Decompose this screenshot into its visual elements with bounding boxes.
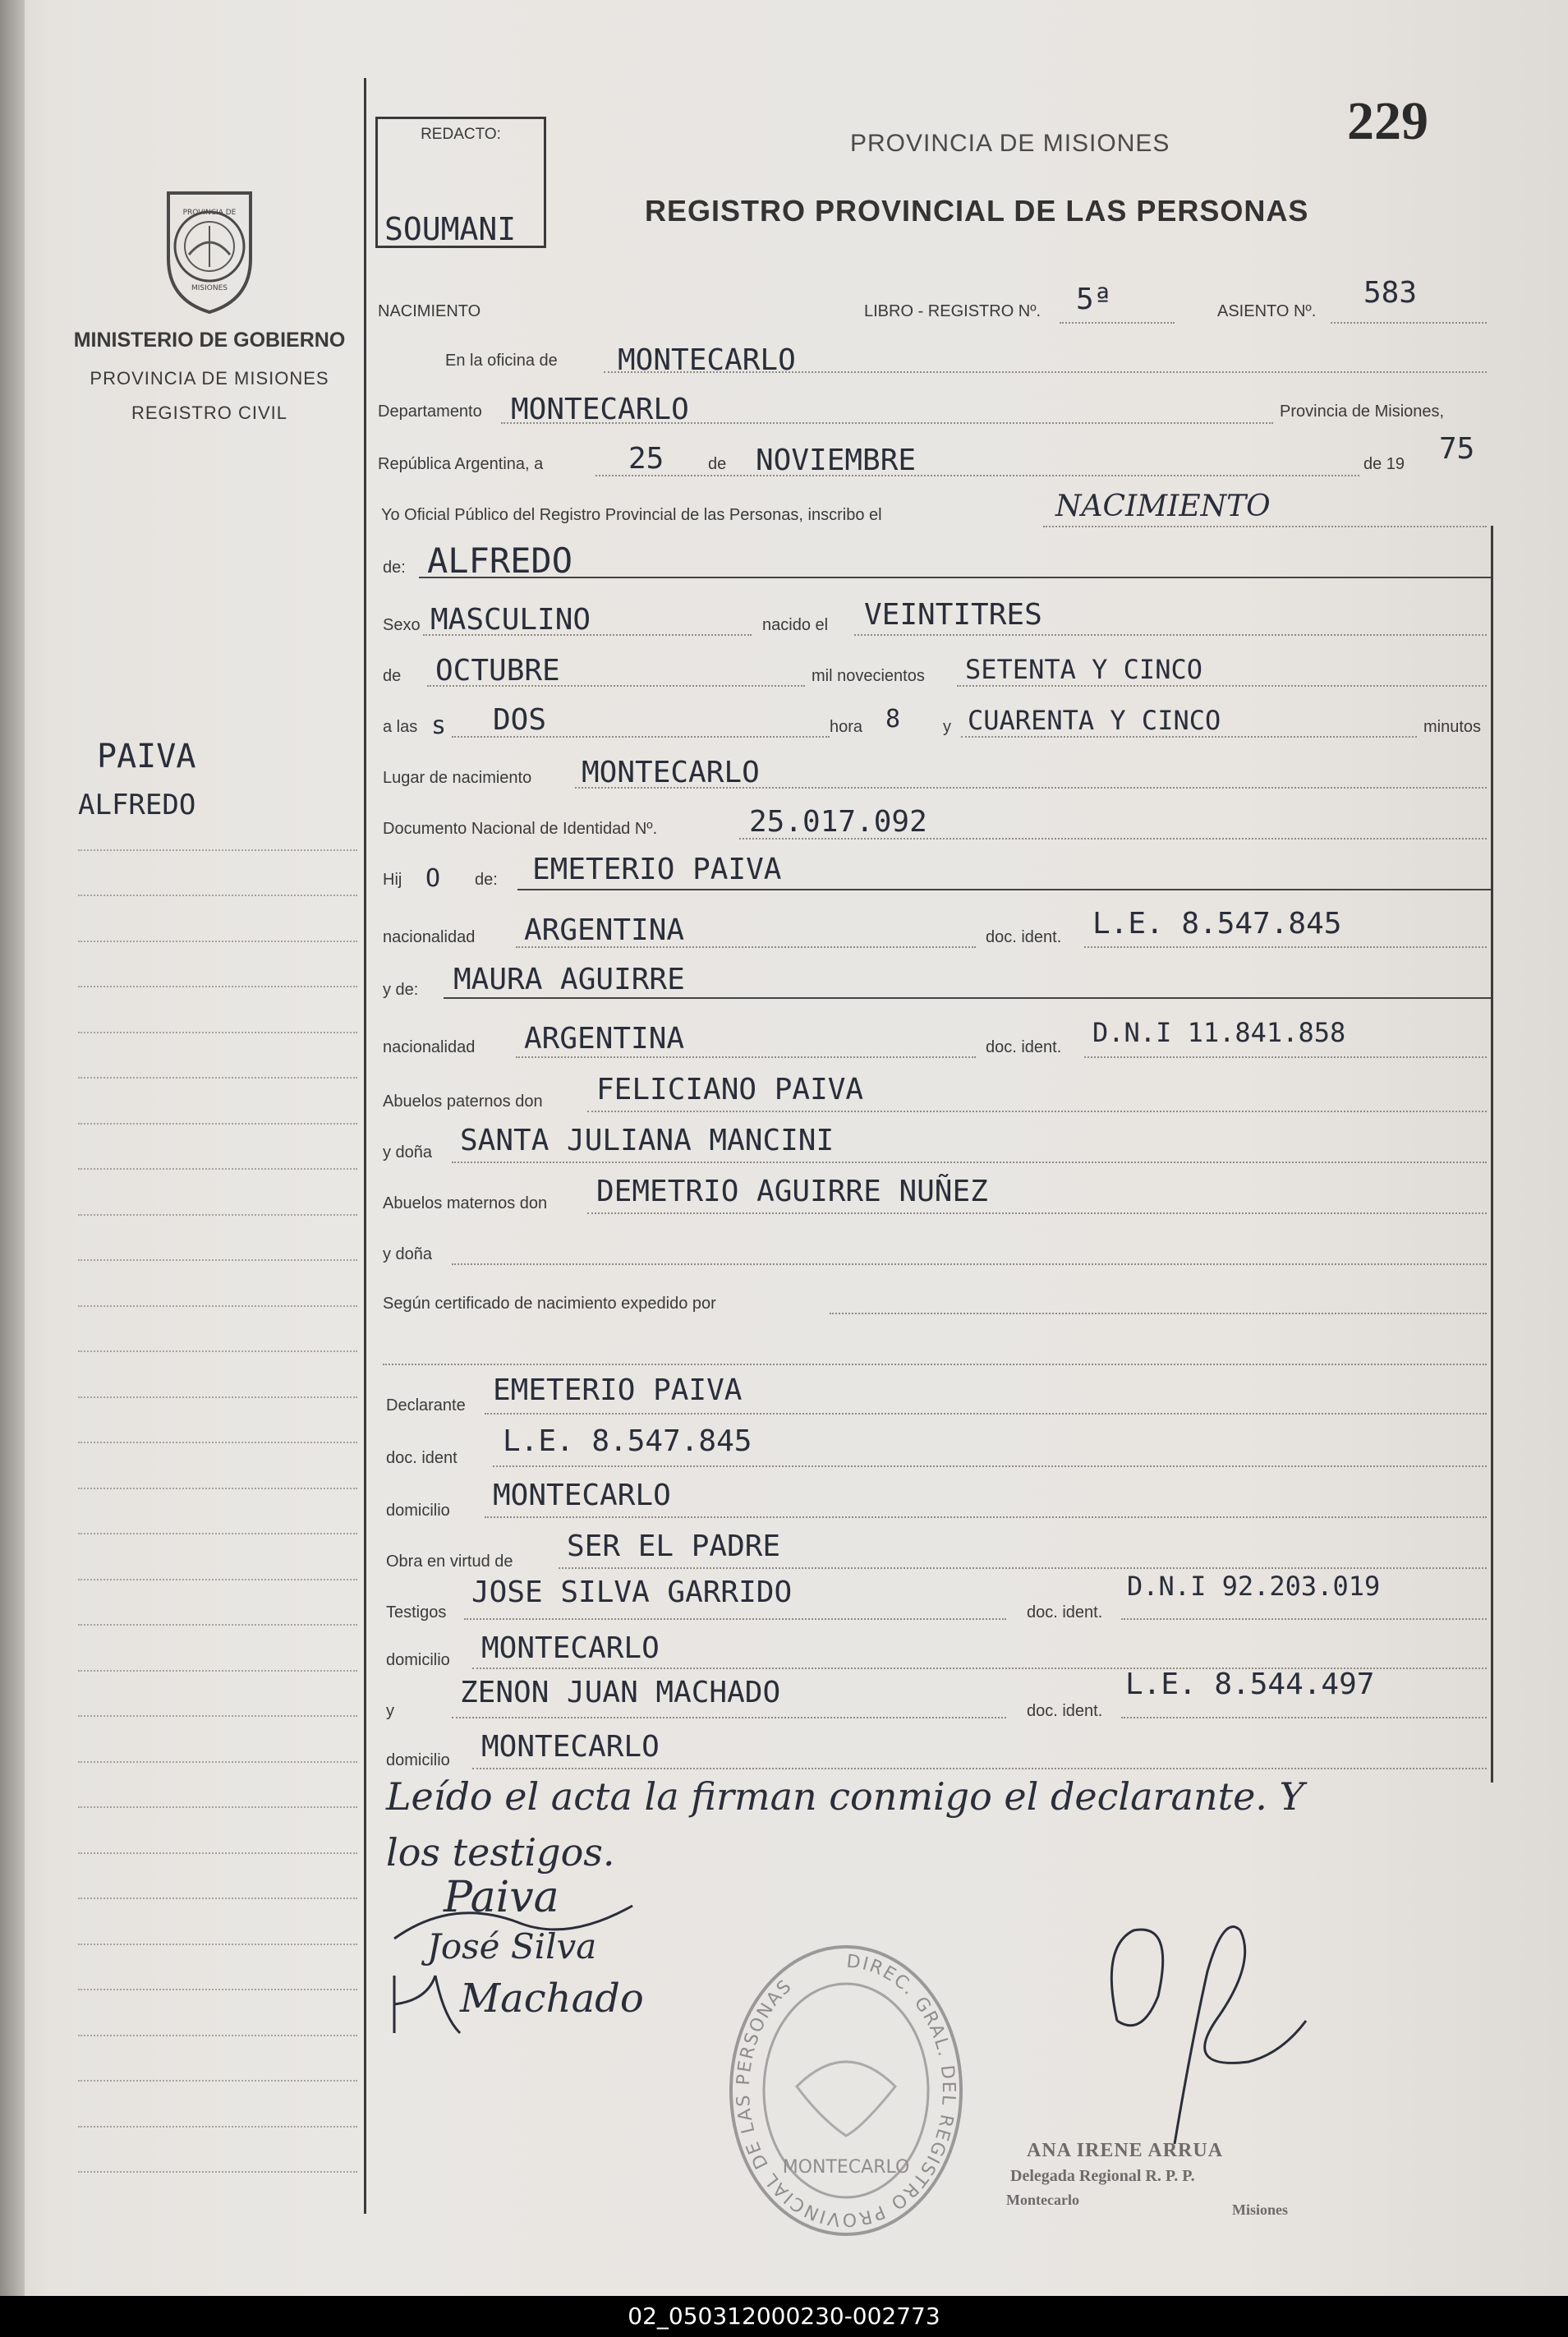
margin-surname: PAIVA: [97, 738, 196, 775]
de-mes-label: de: [383, 667, 402, 685]
docdecl-dots: [493, 1465, 1487, 1467]
declarante-value: EMETERIO PAIVA: [493, 1373, 743, 1407]
asiento-label: ASIENTO Nº.: [1217, 302, 1317, 320]
ministry-registry: REGISTRO CIVIL: [131, 403, 288, 423]
fecha-dots: [595, 475, 1359, 476]
departamento-value: MONTECARLO: [511, 393, 689, 426]
dom3-label: domicilio: [386, 1751, 450, 1769]
anio-value: 75: [1439, 432, 1475, 466]
registry-title: REGISTRO PROVINCIAL DE LAS PERSONAS: [645, 194, 1309, 228]
obra-label: Obra en virtud de: [386, 1553, 513, 1571]
hora-number: 8: [885, 705, 901, 734]
margin-given-name: ALFREDO: [78, 789, 196, 821]
provincia-label: Provincia de Misiones,: [1280, 403, 1445, 421]
redacto-label: REDACTO:: [421, 126, 501, 143]
nac1-label: nacionalidad: [383, 928, 476, 946]
dni-value: 25.017.092: [749, 805, 927, 839]
lugar-value: MONTECARLO: [582, 756, 760, 789]
ydona1-label: y doña: [383, 1143, 433, 1162]
hora-s: s: [431, 711, 447, 740]
horas-value: DOS: [493, 703, 547, 737]
form-left-border: [364, 78, 366, 2214]
mil-label: mil novecientos: [812, 667, 925, 685]
closing-line-2: los testigos.: [386, 1830, 615, 1875]
yde-label: y de:: [383, 981, 419, 999]
testigo2-value: ZENON JUAN MACHADO: [460, 1676, 781, 1709]
hijo-label: Hij: [383, 871, 402, 889]
ydona2-label: y doña: [383, 1245, 433, 1263]
mes-value: NOVIEMBRE: [756, 444, 917, 477]
abpat-dots: [587, 1111, 1487, 1112]
delegada-place-left: Montecarlo: [1006, 2192, 1079, 2208]
dom3-dots: [472, 1768, 1487, 1769]
nacido-label: nacido el: [762, 616, 829, 634]
nac-mes-value: OCTUBRE: [435, 654, 560, 688]
seal-text-bottom: MISIONES: [191, 284, 228, 292]
dom1-label: domicilio: [386, 1502, 450, 1520]
nac1-value: ARGENTINA: [524, 913, 685, 947]
signature-declarante: Paiva: [444, 1873, 559, 1922]
nacimiento-label: NACIMIENTO: [378, 302, 481, 320]
departamento-dots: [501, 422, 1273, 424]
segun-dots: [830, 1313, 1487, 1314]
oficina-dots: [604, 371, 1487, 373]
doc1-label: doc. ident.: [986, 928, 1062, 946]
oficina-label: En la oficina de: [445, 352, 558, 370]
book-spine: [0, 0, 25, 2296]
de19-label: de 19: [1363, 455, 1405, 473]
hijo-de-label: de:: [475, 871, 498, 889]
lugar-label: Lugar de nacimiento: [383, 769, 532, 787]
dom1-dots: [485, 1516, 1487, 1518]
stamp-ring-text: DIREC. GRAL. DEL REGISTRO PROVINCIAL DE LAS PERSONAS: [733, 1951, 959, 2230]
nac-mes-dots: [427, 685, 805, 687]
ministry-province: PROVINCIA DE MISIONES: [90, 368, 329, 389]
asiento-dots: [1331, 322, 1487, 324]
doct1-label: doc. ident.: [1027, 1603, 1103, 1622]
horas-dots: [452, 736, 830, 738]
signature-official: [1084, 1898, 1331, 2169]
doc1-value: L.E. 8.547.845: [1092, 907, 1342, 941]
signature-initial: [378, 1967, 468, 2041]
nacido-dots: [854, 634, 1487, 636]
madre-line: [444, 997, 1491, 999]
doct2-label: doc. ident.: [1027, 1702, 1103, 1720]
y-label: y: [943, 718, 951, 736]
ydona2-dots: [452, 1263, 1487, 1265]
testigo2-dots: [452, 1717, 1006, 1718]
delegada-place-right: Misiones: [1232, 2201, 1289, 2218]
nacido-value: VEINTITRES: [864, 598, 1042, 632]
y2-label: y: [386, 1702, 394, 1720]
segun-label: Según certificado de nacimiento expedido por: [383, 1295, 716, 1313]
sexo-dots: [423, 634, 752, 636]
sexo-value: MASCULINO: [430, 603, 591, 637]
republica-label: República Argentina, a: [378, 455, 544, 473]
docdecl-label: doc. ident: [386, 1449, 458, 1467]
padre-value: EMETERIO PAIVA: [532, 853, 782, 886]
svg-text:DIREC. GRAL. DEL REGISTRO PROV: [733, 1952, 959, 2230]
docdecl-value: L.E. 8.547.845: [503, 1424, 752, 1458]
doct2-dots: [1121, 1717, 1487, 1718]
doct1-dots: [1121, 1618, 1487, 1620]
doc2-label: doc. ident.: [986, 1038, 1062, 1056]
segun-dots-2: [383, 1364, 1487, 1365]
obra-dots: [559, 1567, 1487, 1569]
nac2-dots: [516, 1056, 976, 1058]
abmat-dots: [587, 1212, 1487, 1214]
oficial-label: Yo Oficial Público del Registro Provincial de las Personas, inscribo el: [381, 506, 882, 524]
nombre-line: [419, 577, 1491, 578]
doct1-value: D.N.I 92.203.019: [1127, 1571, 1381, 1602]
dom2-label: domicilio: [386, 1651, 450, 1669]
doc1-dots: [1084, 946, 1487, 948]
closing-line-1: Leído el acta la firman conmigo el declarante. Y: [386, 1774, 1304, 1819]
dni-dots: [739, 838, 1487, 840]
hijo-suffix: O: [425, 864, 441, 893]
minutos-label: minutos: [1423, 718, 1482, 736]
signature-testigo-2: Machado: [460, 1976, 644, 2022]
declarante-dots: [485, 1413, 1487, 1415]
testigos-label: Testigos: [386, 1603, 447, 1622]
sexo-label: Sexo: [383, 616, 421, 634]
stamp-center-text: MONTECARLO: [782, 2157, 910, 2178]
nombre-value: ALFREDO: [427, 541, 573, 581]
doc2-dots: [1084, 1056, 1487, 1058]
archive-code-footer: 02_050312000230-002773: [0, 2296, 1568, 2337]
abpat-dona-value: SANTA JULIANA MANCINI: [460, 1124, 835, 1157]
dni-label: Documento Nacional de Identidad Nº.: [383, 820, 658, 838]
asiento-value: 583: [1363, 276, 1418, 310]
abpat-value: FELICIANO PAIVA: [596, 1073, 864, 1106]
libro-label: LIBRO - REGISTRO Nº.: [864, 302, 1042, 320]
provincial-seal-icon: [152, 185, 267, 316]
dom3-value: MONTECARLO: [481, 1730, 660, 1764]
dom2-value: MONTECARLO: [481, 1631, 660, 1665]
de-label: de: [708, 455, 727, 473]
ydona1-dots: [452, 1162, 1487, 1163]
abmat-label: Abuelos maternos don: [383, 1194, 548, 1212]
doc2-value: D.N.I 11.841.858: [1092, 1017, 1346, 1048]
alas-label: a las: [383, 718, 418, 736]
testigo1-value: JOSE SILVA GARRIDO: [471, 1576, 793, 1609]
libro-value: 5ª: [1076, 283, 1112, 316]
minutos-dots: [961, 736, 1417, 738]
doct2-value: L.E. 8.544.497: [1125, 1668, 1375, 1701]
delegada-title: Delegada Regional R. P. P.: [1010, 2167, 1195, 2185]
abmat-value: DEMETRIO AGUIRRE NUÑEZ: [596, 1175, 988, 1208]
redacto-box: [375, 117, 546, 248]
margin-ruled-lines: [78, 805, 357, 2169]
inscribo-dots: [1043, 526, 1487, 527]
madre-value: MAURA AGUIRRE: [453, 963, 685, 996]
minutos-value: CUARENTA Y CINCO: [968, 705, 1221, 736]
hora-label: hora: [830, 718, 863, 736]
signature-testigo-1: José Silva: [427, 1926, 597, 1967]
delegada-name: ANA IRENE ARRUA: [1027, 2140, 1224, 2161]
nac2-value: ARGENTINA: [524, 1022, 685, 1056]
abpat-label: Abuelos paternos don: [383, 1093, 543, 1111]
declarante-label: Declarante: [386, 1396, 466, 1415]
padre-line: [517, 889, 1491, 890]
ministry-title: MINISTERIO DE GOBIERNO: [73, 329, 346, 352]
libro-dots: [1060, 322, 1175, 324]
dia-value: 25: [628, 442, 664, 476]
nac1-dots: [516, 946, 976, 948]
seal-text-top: PROVINCIA DE: [182, 209, 237, 217]
page-number: 229: [1347, 91, 1428, 151]
nac2-label: nacionalidad: [383, 1038, 476, 1056]
registry-stamp-icon: [723, 1939, 969, 2243]
form-right-border: [1491, 526, 1493, 1783]
de-nombre-label: de:: [383, 559, 406, 577]
redacto-name: SOUMANI: [384, 211, 517, 247]
mil-dots: [957, 685, 1487, 687]
oficina-value: MONTECARLO: [618, 343, 796, 377]
inscribo-value: NACIMIENTO: [1055, 490, 1271, 523]
departamento-label: Departamento: [378, 403, 482, 421]
obra-value: SER EL PADRE: [567, 1530, 781, 1563]
mil-value: SETENTA Y CINCO: [965, 654, 1202, 685]
testigo1-dots: [464, 1618, 1006, 1620]
dom1-value: MONTECARLO: [493, 1479, 671, 1512]
lugar-dots: [575, 787, 1487, 789]
header-province: PROVINCIA DE MISIONES: [850, 130, 1170, 157]
